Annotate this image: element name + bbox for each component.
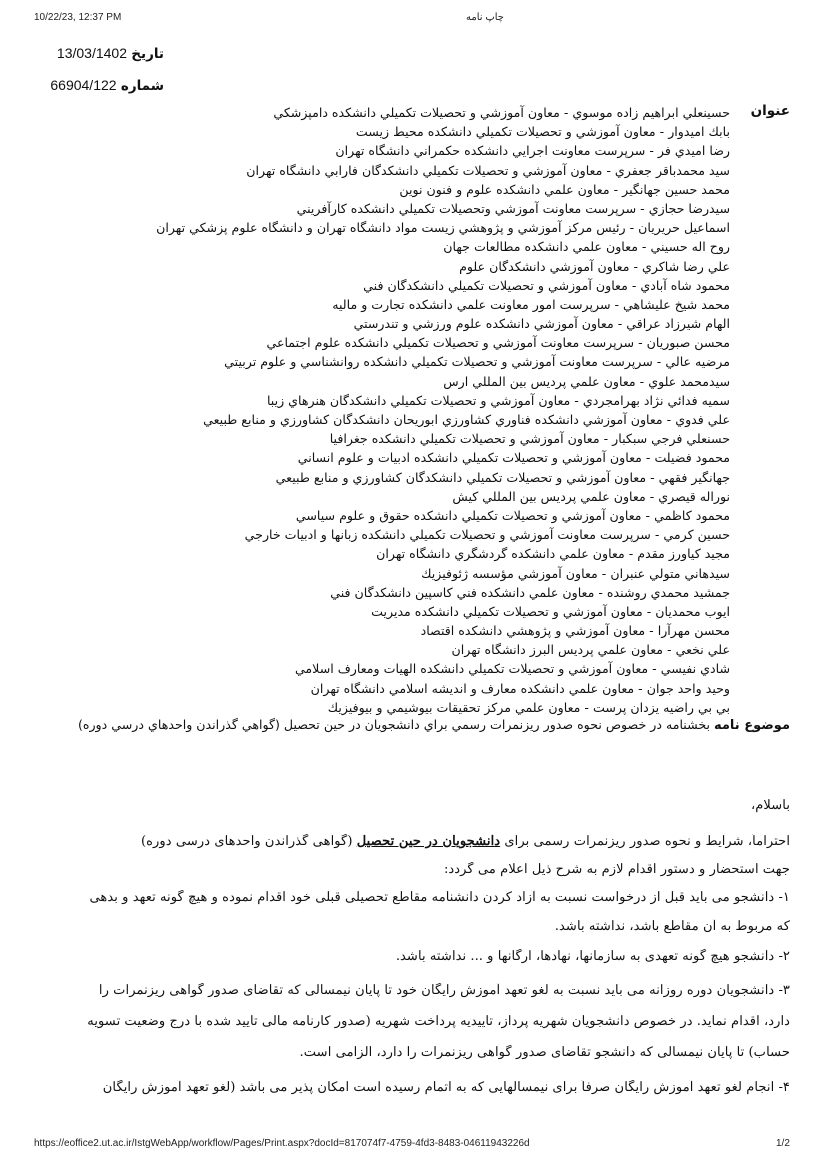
intro-text-b: (گواهی گذراندن واحدهای درسی دوره) xyxy=(141,834,353,849)
recipient-item: سيدمحمد علوي - معاون علمي پرديس بين المللي ارس xyxy=(443,373,730,389)
body-item-1-line: که مربوط به آن مقاطع باشد، نداشته باشد. xyxy=(554,919,790,934)
print-footer xyxy=(0,1138,826,1158)
print-datetime: 10/22/23, 12:37 PM xyxy=(34,12,122,23)
salutation: باسلام، xyxy=(750,798,790,813)
date-label: تاريخ xyxy=(131,46,164,62)
recipients-list xyxy=(30,103,730,717)
recipient-item: سيدرضا حجازي - سرپرست معاونت آموزشي وتحصيلات تكميلي دانشكده كارآفريني xyxy=(296,200,730,216)
body-item-1-line: ۱- دانشجو می باید قبل از درخواست نسبت به آزاد کردن دانشنامه مقاطع تحصیلی قبلی خود اقدام نموده و هیچ گونه تعهد و بدهی xyxy=(89,890,790,905)
recipient-item: علي فدوي - معاون آموزشي دانشكده فناوري كشاورزي ابوريحان دانشكدگان كشاورزي و منابع طبيعي xyxy=(203,412,730,427)
recipient-item: مجيد كياورز مقدم - معاون علمي دانشكده گردشگري دانشگاه تهران xyxy=(376,546,730,562)
print-header xyxy=(0,12,826,32)
recipient-item: روح اله حسيني - معاون علمي دانشكده مطالعات جهان xyxy=(443,239,730,255)
recipient-item: محمد حسين جهانگير - معاون علمي دانشكده علوم و فنون نوين xyxy=(399,181,730,197)
recipient-item: جهانگير فقهي - معاون آموزشي و تحصيلات تكميلي دانشكدگان كشاورزي و منابع طبيعي xyxy=(275,469,730,485)
print-page-number: 1/2 xyxy=(776,1138,790,1149)
body-item-3-line: دارد، اقدام نماید. در خصوص دانشجویان شهریه پرداز، تأییدیه پرداخت شهریه (صدور کارنامه مالی تأیید شده با درج وضعیت تسویه xyxy=(87,1014,790,1029)
recipient-item: حسنعلي فرجي سبكبار - معاون آموزشي و تحصيلات تكميلي دانشكده جغرافيا xyxy=(329,431,730,447)
recipient-item: بابك اميدوار - معاون آموزشي و تحصيلات تكميلي دانشكده محيط زيست xyxy=(355,124,730,140)
recipient-item: ايوب محمديان - معاون آموزشي و تحصيلات تكميلي دانشكده مديريت xyxy=(371,603,730,619)
recipient-item: حسينعلي ابراهيم زاده موسوي - معاون آموزشي و تحصيلات تكميلي دانشكده دامپزشكي xyxy=(273,105,730,120)
body-item-2-line: ۲- دانشجو هیچ گونه تعهدی به سازمانها، نهادها، ارگانها و ... نداشته باشد. xyxy=(395,949,790,964)
recipient-item: نوراله قيصري - معاون علمي پرديس بين المللي كيش xyxy=(452,488,730,504)
recipients-label: عنوان xyxy=(750,103,790,119)
body-item-3-line: حساب) تا پایان نیمسالی که دانشجو تقاضای صدور گواهی ریزنمرات را دارد، الزامی است. xyxy=(299,1045,790,1060)
number-value: 66904/122 xyxy=(50,77,117,93)
intro-text-a: احتراماً، شرایط و نحوه صدور ریزنمرات رسمی برای xyxy=(504,834,790,849)
subject-line xyxy=(30,717,790,733)
recipient-item: محسن صبوريان - سرپرست معاونت آموزشي و تحصيلات تكميلي دانشكده علوم اجتماعي xyxy=(266,335,730,351)
body-item-4-line: ۴- انجام لغو تعهد آموزش رایگان صرفاً برای نیمسالهایی که به اتمام رسیده است امکان پذیر می باشد (لغو تعهد آموزش رایگان xyxy=(102,1080,790,1095)
letter-date xyxy=(40,45,164,62)
letter-number xyxy=(40,77,164,94)
subject-label: موضوع نامه xyxy=(713,718,790,733)
recipient-item: علي نخعي - معاون علمي پرديس البرز دانشگاه تهران xyxy=(451,642,730,658)
recipient-item: محمود فضيلت - معاون آموزشي و تحصيلات تكميلي دانشكده ادبيات و علوم انساني xyxy=(297,450,730,466)
recipient-item: الهام شيرزاد عراقي - معاون آموزشي دانشكده علوم ورزشي و تندرستي xyxy=(353,316,730,332)
recipient-item: وحيد واحد جوان - معاون علمي دانشكده معارف و انديشه اسلامي دانشگاه تهران xyxy=(310,680,730,696)
recipient-item: رضا اميدي فر - سرپرست معاونت اجرايي دانشكده حكمراني دانشگاه تهران xyxy=(335,143,730,159)
intro-line-2: جهت استحضار و دستور اقدام لازم به شرح ذیل اعلام می گردد: xyxy=(443,862,790,877)
recipient-item: جمشيد محمدي روشنده - معاون علمي دانشكده فني كاسپين دانشكدگان فني xyxy=(330,584,730,600)
recipient-item: بي بي راضيه يزدان پرست - معاون علمي مركز تحقيقات بيوشيمي و بيوفيزيك xyxy=(327,699,730,715)
recipient-item: سميه فدائي نژاد بهرامجردي - معاون آموزشي و تحصيلات تكميلي دانشكدگان هنرهاي زيبا xyxy=(266,392,730,408)
recipient-item: سيدهاني متولي عنبران - معاون آموزشي مؤسسه ژئوفيزيك xyxy=(421,565,730,581)
recipient-item: سيد محمدباقر جعفري - معاون آموزشي و تحصيلات تكميلي دانشكدگان فارابي دانشگاه تهران xyxy=(246,162,730,178)
recipient-item: مرضيه عالي - سرپرست معاونت آموزشي و تحصيلات تكميلي دانشكده روانشناسي و علوم تربيتي xyxy=(224,354,730,370)
body-item-3-line: ۳- دانشجویان دوره روزانه می باید نسبت به لغو تعهد آموزش رایگان خود تا پایان نیمسالی که تقاضای صدور گواهی ریزنمرات را xyxy=(98,983,790,998)
recipient-item: حسين كرمي - سرپرست معاونت آموزشي و تحصيلات تكميلي دانشكده زبانها و ادبيات خارجي xyxy=(244,527,730,543)
intro-line-1 xyxy=(36,834,790,849)
recipient-item: علي رضا شاكري - معاون آموزشي دانشكدگان علوم xyxy=(459,258,730,274)
recipient-item: شادي نفيسي - معاون آموزشي و تحصيلات تكميلي دانشكده الهيات ومعارف اسلامي xyxy=(294,661,730,677)
recipient-item: محمود شاه آبادي - معاون آموزشي و تحصيلات تكميلي دانشكدگان فني xyxy=(363,277,730,293)
subject-text: بخشنامه در خصوص نحوه صدور ريزنمرات رسمي براي دانشجويان در حين تحصيل (گواهي گذراندن واحدهاي درسي دوره) xyxy=(77,717,710,732)
recipient-item: محمد شيخ عليشاهي - سرپرست امور معاونت علمي دانشكده تجارت و ماليه xyxy=(332,296,730,312)
print-title: چاپ نامه xyxy=(466,12,504,23)
date-value: 13/03/1402 xyxy=(56,45,127,61)
intro-emphasis: دانشجویان در حین تحصیل xyxy=(356,834,501,849)
number-label: شماره xyxy=(120,78,164,94)
print-url: https://eoffice2.ut.ac.ir/IstgWebApp/workflow/Pages/Print.aspx?docId=817074f7-4759-4fd3-8483-04611943226d xyxy=(34,1138,530,1149)
recipient-item: محمود كاظمي - معاون آموزشي و تحصيلات تكميلي دانشكده حقوق و علوم سياسي xyxy=(295,507,730,523)
recipient-item: اسماعيل حريريان - رئيس مركز آموزشي و پژوهشي زيست مواد دانشگاه تهران و دانشگاه علوم پزشكي تهران xyxy=(156,220,730,236)
recipient-item: محسن مهرآرا - معاون آموزشي و پژوهشي دانشكده اقتصاد xyxy=(420,623,730,639)
